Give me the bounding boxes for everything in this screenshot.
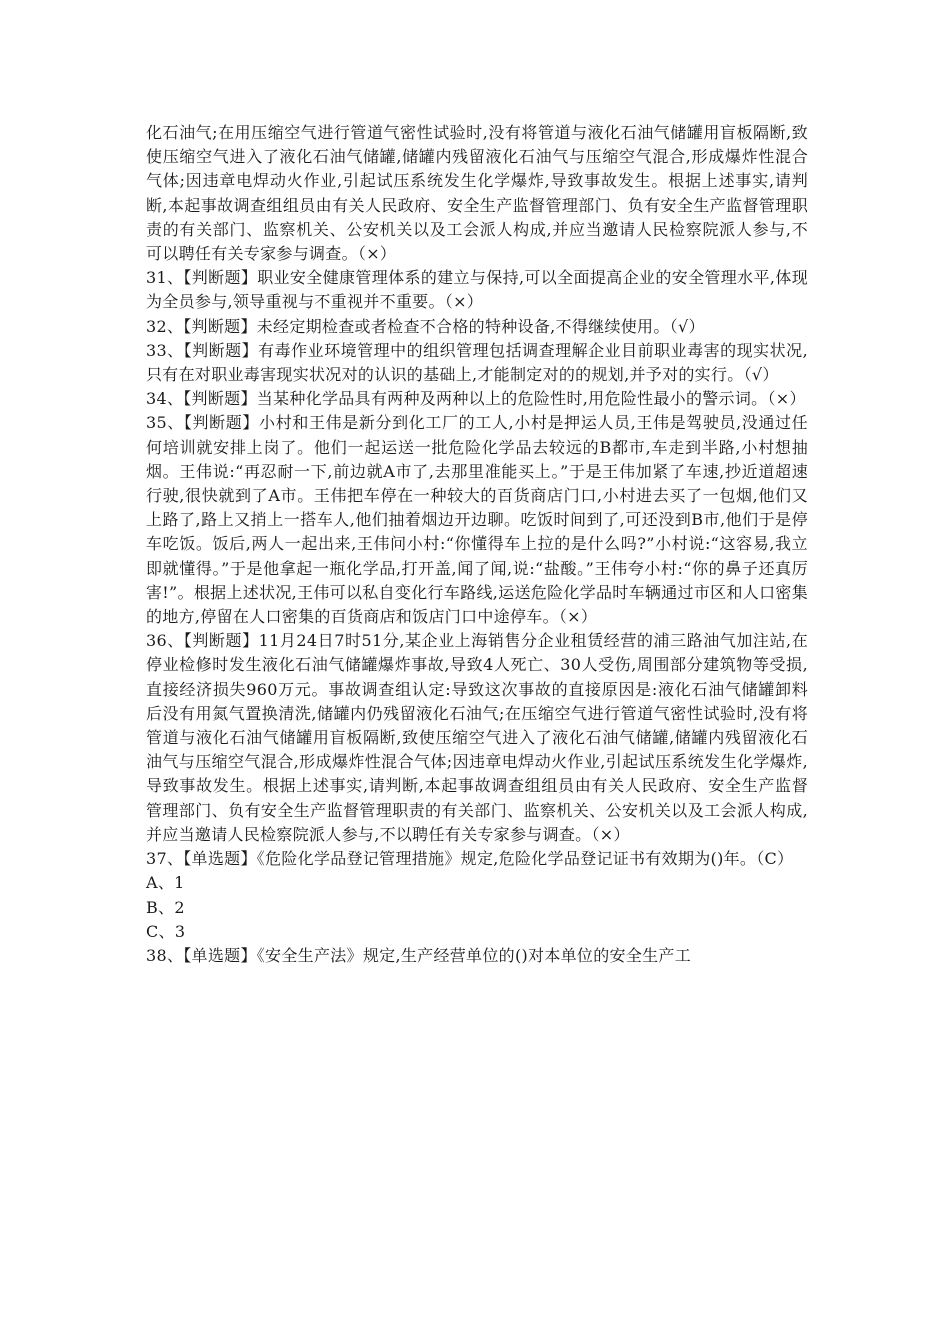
question-32: 32、【判断题】未经定期检查或者检查不合格的特种设备,不得继续使用。（√） xyxy=(146,316,705,336)
question-37-option-c: C、3 xyxy=(146,921,186,941)
question-36: 36、【判断题】11月24日7时51分,某企业上海销售分企业租赁经营的浦三路油气加注站,在停业检修时发生液化石油气储罐爆炸事故,导致4人死亡、30人受伤,周围部分建筑物等受损,直接经济损失960万元。事故调查组认定:导致这次事故的直接原因是:液化石油气储罐卸料后没有用氮气置换清洗,储罐内仍残留液化石油气;在压缩空气进行管道气密性试验时,没有将管道与液化石油气储罐用盲板隔断,致使压缩空气进入了液化石油气储罐,储罐内残留液化石油气与压缩空气混合,形成爆炸性混合气体;因违章电焊动火作业,引起试压系统发生化学爆炸,导致事故发生。根据上述事实,请判断,本起事故调查组组员由有关人民政府、安全生产监督管理部门、负有安全生产监督管理职责的有关部门、监察机关、公安机关以及工会派人构成,并应当邀请人民检察院派人参与,不以聘任有关专家参与调查。（×） xyxy=(146,631,808,844)
question-38: 38、【单选题】《安全生产法》规定,生产经营单位的()对本单位的安全生产工 xyxy=(146,945,692,965)
question-34: 34、【判断题】当某种化学品具有两种及两种以上的危险性时,用危险性最小的警示词。（×） xyxy=(146,389,806,409)
question-35: 35、【判断题】小村和王伟是新分到化工厂的工人,小村是押运人员,王伟是驾驶员,没通过任何培训就安排上岗了。他们一起运送一批危险化学品去较远的B都市,车走到半路,小村想抽烟。王伟说:“再忍耐一下,前边就A市了,去那里准能买上。”于是王伟加紧了车速,抄近道超速行驶,很快就到了A市。王伟把车停在一种较大的百货商店门口,小村进去买了一包烟,他们又上路了,路上又捎上一搭车人,他们抽着烟边开边聊。吃饭时间到了,可还没到B市,他们于是停车吃饭。饭后,两人一起出来,王伟问小村:“你懂得车上拉的是什么吗?”小村说:“这容易,我立即就懂得。”于是他拿起一瓶化学品,打开盖,闻了闻,说:“盐酸。”王伟夸小村:“你的鼻子还真厉害!”。根据上述状况,王伟可以私自变化行车路线,运送危险化学品时车辆通过市区和人口密集的地方,停留在人口密集的百货商店和饭店门口中途停车。（×） xyxy=(146,413,808,627)
question-31: 31、【判断题】职业安全健康管理体系的建立与保持,可以全面提高企业的安全管理水平,体现为全员参与,领导重视与不重视并不重要。（×） xyxy=(146,268,808,312)
question-37-option-a: A、1 xyxy=(146,873,185,893)
question-33: 33、【判断题】有毒作业环境管理中的组织管理包括调查理解企业目前职业毒害的现实状况,只有在对职业毒害现实状况对的认识的基础上,才能制定对的的规划,并予对的实行。（√） xyxy=(146,340,808,385)
question-37-option-b: B、2 xyxy=(146,897,185,917)
question-37: 37、【单选题】《危险化学品登记管理措施》规定,危险化学品登记证书有效期为()年。（C） xyxy=(146,849,794,869)
document-body xyxy=(146,121,808,968)
paragraph-q30-continuation: 化石油气;在用压缩空气进行管道气密性试验时,没有将管道与液化石油气储罐用盲板隔断,致使压缩空气进入了液化石油气储罐,储罐内残留液化石油气与压缩空气混合,形成爆炸性混合气体;因违章电焊动火作业,引起试压系统发生化学爆炸,导致事故发生。根据上述事实,请判断,本起事故调查组组员由有关人民政府、安全生产监督管理部门、负有安全生产监督管理职责的有关部门、监察机关、公安机关以及工会派人构成,并应当邀请人民检察院派人参与,不可以聘任有关专家参与调查。（×） xyxy=(146,123,808,264)
